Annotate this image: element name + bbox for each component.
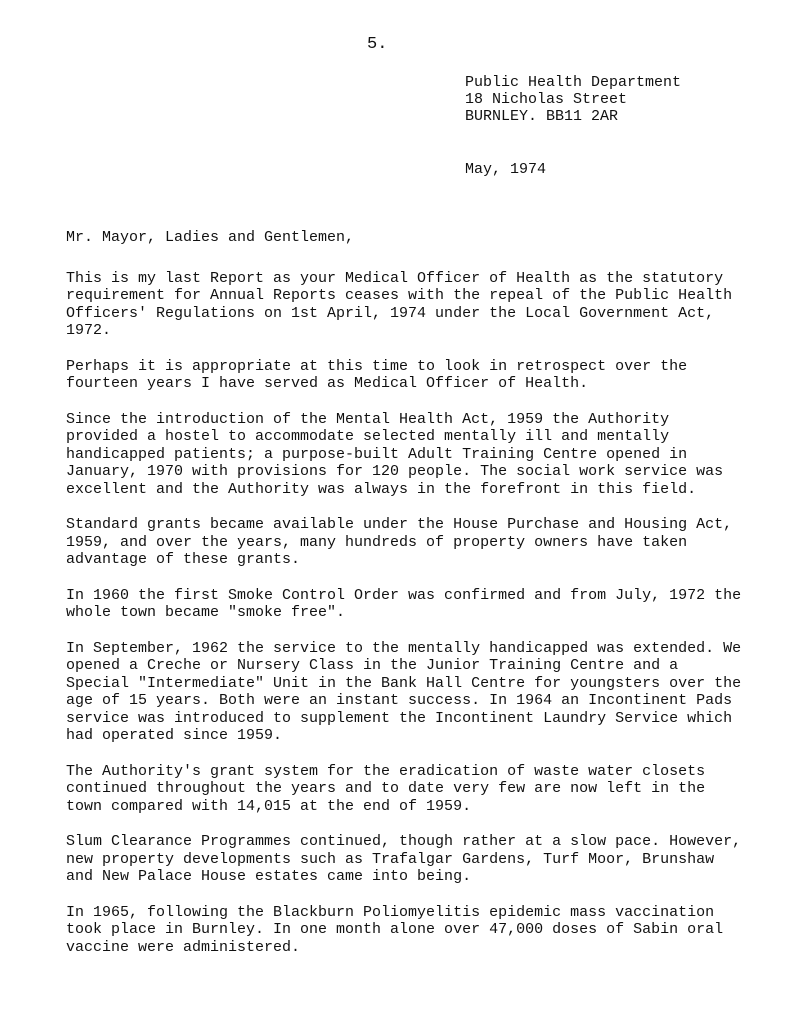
salutation: Mr. Mayor, Ladies and Gentlemen, bbox=[66, 229, 355, 246]
paragraph: Perhaps it is appropriate at this time to look in retrospect over the fourteen years I have served as Medical Officer of Health. bbox=[66, 357, 688, 392]
sender-address bbox=[465, 74, 681, 125]
paragraph: This is my last Report as your Medical Officer of Health as the statutory requirement for Annual Reports ceases with the repeal of the Public Health Officers' Regulations on 1st April, 1974 under the Local Government Act, 1972. bbox=[66, 269, 733, 339]
address-line-2: 18 Nicholas Street bbox=[465, 91, 628, 108]
paragraph: Standard grants became available under the House Purchase and Housing Act, 1959, and over the years, many hundreds of property owners have taken advantage of these grants. bbox=[66, 516, 733, 568]
address-line-1: Public Health Department bbox=[465, 74, 682, 91]
address-line-3: BURNLEY. BB11 2AR bbox=[465, 108, 619, 125]
letter-date: May, 1974 bbox=[465, 161, 547, 178]
paragraph: In 1965, following the Blackburn Poliomyelitis epidemic mass vaccination took place in Burnley. In one month alone over 47,000 doses of Sabin oral vaccine were administered. bbox=[66, 903, 724, 956]
paragraph: In September, 1962 the service to the mentally handicapped was extended. We opened a Creche or Nursery Class in the Junior Training Centre and a Special "Intermediate" Unit in the Bank Hall Centre for youngsters over the age of 15 years. Both were an instant success. In 1964 an Incontinent Pads service was introduced to supplement the Incontinent Laundry Service which had operated since 1959. bbox=[66, 639, 742, 744]
page-number: 5. bbox=[367, 35, 388, 54]
paragraph: Since the introduction of the Mental Health Act, 1959 the Authority provided a hostel to accommodate selected mentally ill and mentally handicapped patients; a purpose-built Adult Training Centre opened in January, 1970 with provisions for 120 people. The social work service was excellent and the Authority was always in the forefront in this field. bbox=[66, 410, 724, 498]
paragraph: Slum Clearance Programmes continued, though rather at a slow pace. However, new property developments such as Trafalgar Gardens, Turf Moor, Brunshaw and New Palace House estates came into being. bbox=[66, 833, 742, 885]
letter-body bbox=[66, 229, 746, 974]
paragraph: In 1960 the first Smoke Control Order was confirmed and from July, 1972 the whole town became "smoke free". bbox=[66, 586, 742, 621]
paragraph: The Authority's grant system for the eradication of waste water closets continued throughout the years and to date very few are now left in the town compared with 14,015 at the end of 1959. bbox=[66, 762, 706, 815]
